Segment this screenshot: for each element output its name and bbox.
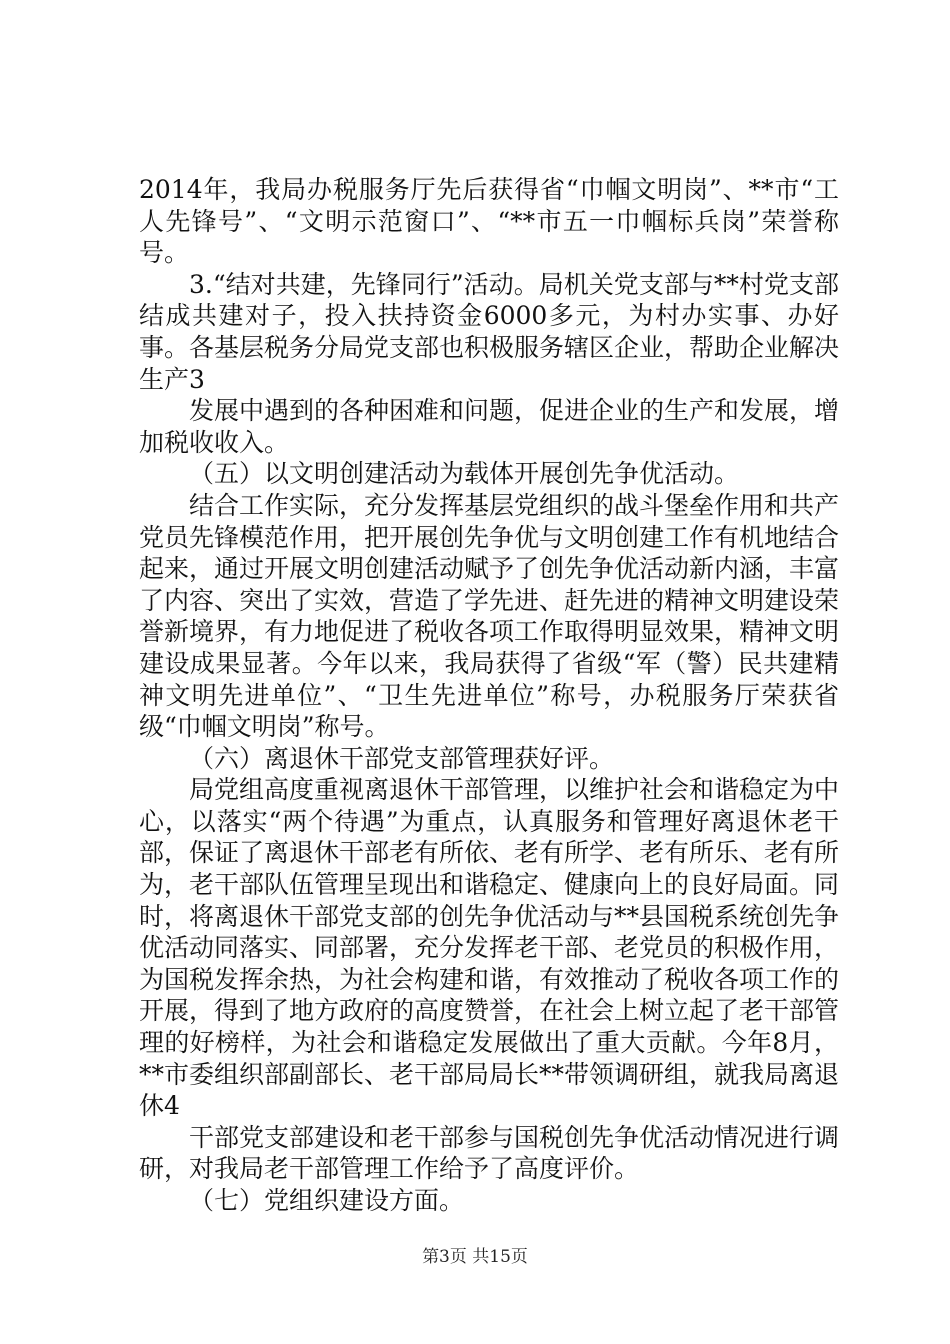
paragraph-honors: 2014年，我局办税服务厅先后获得省“巾帼文明岗”、**市“工人先锋号”、“文明示范窗口”、“**市五一巾帼标兵岗”荣誉称号。 [139,175,839,268]
document-body [139,174,839,1217]
paragraph-enterprise-support: 发展中遇到的各种困难和问题，促进企业的生产和发展，增加税收收入。 [139,396,840,457]
paragraph-research: 干部党支部建设和老干部参与国税创先争优活动情况进行调研，对我局老干部管理工作给予了高度评价。 [139,1122,840,1184]
section-heading-7: （七）党组织建设方面。 [189,1186,465,1215]
paragraph-retirees: 局党组高度重视离退休干部管理，以维护社会和谐稳定为中心，以落实“两个待遇”为重点，认真服务和管理好离退休老干部，保证了离退休干部老有所依、老有所学、老有所乐、老有所为，老干部队伍管理呈现出和谐稳定、健康向上的良好局面。同时，将离退休干部党支部的创先争优活动与**县国税系统创先争优活动同落实、同部署，充分发挥老干部、老党员的积极作用，为国税发挥余热，为社会构建和谐，有效推动了税收各项工作的开展，得到了地方政府的高度赞誉，在社会上树立起了老干部管理的好榜样，为社会和谐稳定发展做出了重大贡献。今年8月，**市委组织部副部长、老干部局局长**带领调研组，就我局离退休4 [139,775,840,1121]
paragraph-civilization: 结合工作实际，充分发挥基层党组织的战斗堡垒作用和共产党员先锋模范作用，把开展创先争优与文明创建工作有机地结合起来，通过开展文明创建活动赋予了创先争优活动新内涵，丰富了内容、突出了实效，营造了学先进、赶先进的精神文明建设荣誉新境界，有力地促进了税收各项工作取得明显效果，精神文明建设成果显著。今年以来，我局获得了省级“军（警）民共建精神文明先进单位”、“卫生先进单位”称号，办税服务厅荣获省级“巾帼文明岗”称号。 [139,490,840,742]
paragraph-joint-building: 3.“结对共建，先锋同行”活动。局机关党支部与**村党支部结成共建对子，投入扶持资金6000多元，为村办实事、办好事。各基层税务分局党支部也积极服务辖区企业，帮助企业解决生产3 [139,269,840,394]
section-heading-5: （五）以文明创建活动为载体开展创先争优活动。 [189,459,740,489]
section-heading-6: （六）离退休干部党支部管理获好评。 [189,743,615,773]
page-footer: 第3页 共15页 [422,1247,528,1267]
